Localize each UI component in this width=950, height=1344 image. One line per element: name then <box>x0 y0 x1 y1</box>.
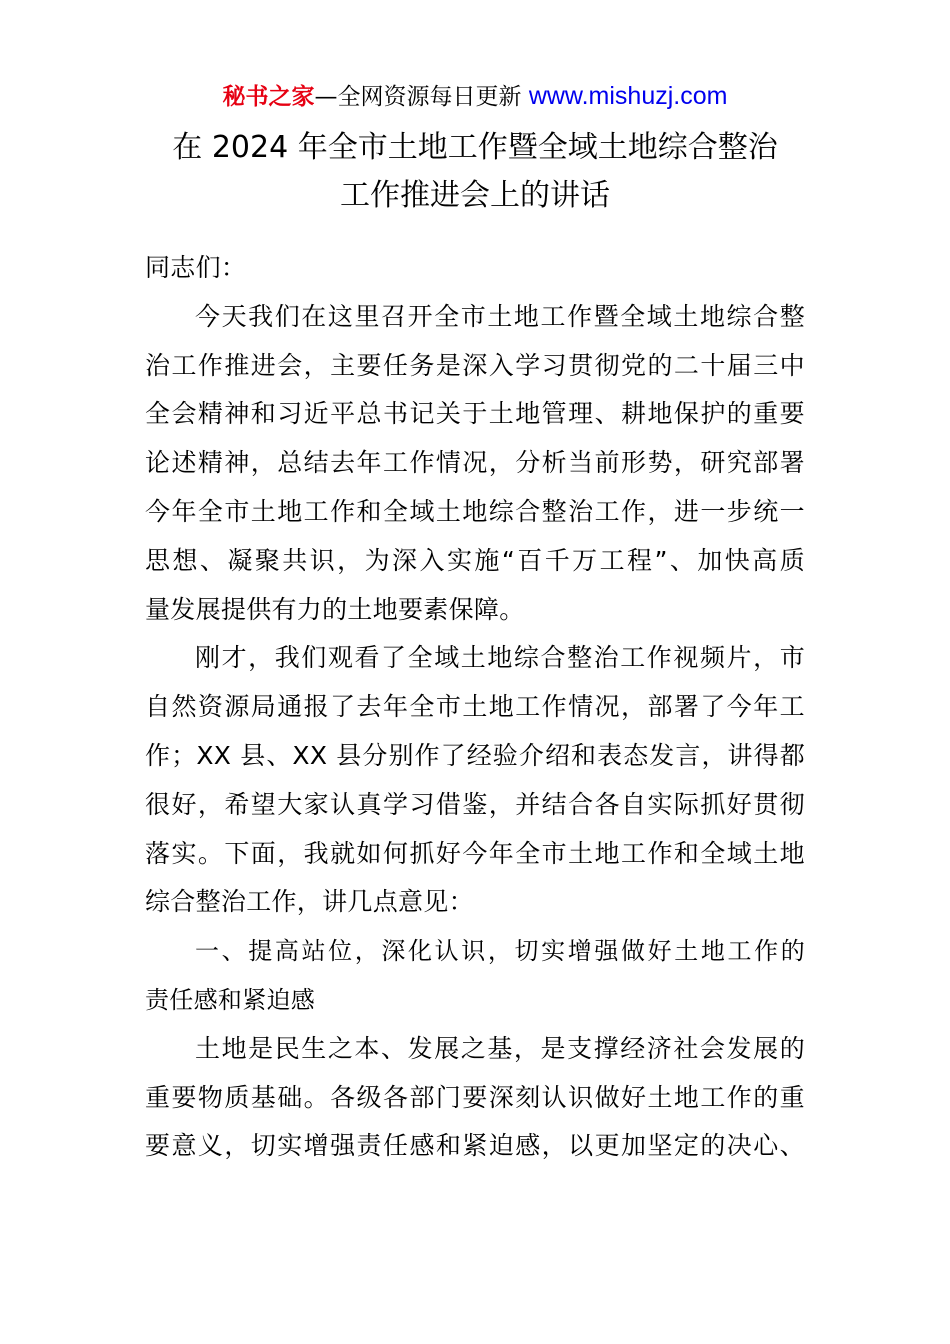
paragraph-line: 重要物质基础。各级各部门要深刻认识做好土地工作的重 <box>145 1082 805 1112</box>
paragraph-line: 落实。下面，我就如何抓好今年全市土地工作和全域土地 <box>145 838 805 868</box>
paragraph-line: 治工作推进会，主要任务是深入学习贯彻党的二十届三中 <box>145 350 805 380</box>
document-title-line-2: 工作推进会上的讲话 <box>340 178 610 213</box>
document-body <box>145 244 805 1171</box>
paragraph-line: 综合整治工作，讲几点意见： <box>145 887 474 917</box>
salutation: 同志们： <box>145 253 247 282</box>
section-heading: 一、提高站位，深化认识，切实增强做好土地工作的 <box>195 937 805 966</box>
paragraph-line: 全会精神和习近平总书记关于土地管理、耕地保护的重要 <box>145 399 805 429</box>
paragraph-line: 刚才，我们观看了全域土地综合整治工作视频片，市 <box>195 643 805 673</box>
paragraph-line: 今天我们在这里召开全市土地工作暨全域土地综合整 <box>195 301 805 331</box>
site-tagline: —全网资源每日更新 <box>314 84 522 110</box>
site-header <box>0 78 950 115</box>
document-title-line-1: 在 2024 年全市土地工作暨全域土地综合整治 <box>172 130 778 165</box>
paragraph-line: 量发展提供有力的土地要素保障。 <box>145 594 525 624</box>
paragraph-line: 土地是民生之本、发展之基，是支撑经济社会发展的 <box>195 1033 805 1063</box>
paragraph-line: 很好，希望大家认真学习借鉴，并结合各自实际抓好贯彻 <box>145 789 805 819</box>
site-url-link[interactable]: www.mishuzj.com <box>528 82 728 110</box>
paragraph-line: 作；XX 县、XX 县分别作了经验介绍和表态发言，讲得都 <box>145 740 805 770</box>
paragraph-line: 论述精神，总结去年工作情况，分析当前形势，研究部署 <box>145 448 805 478</box>
paragraph-line: 思想、凝聚共识，为深入实施“百千万工程”、加快高质 <box>145 545 805 575</box>
paragraph-line: 自然资源局通报了去年全市土地工作情况，部署了今年工 <box>145 692 805 722</box>
site-brand: 秘书之家 <box>222 84 315 110</box>
section-heading: 责任感和紧迫感 <box>145 985 316 1014</box>
paragraph-line: 要意义，切实增强责任感和紧迫感，以更加坚定的决心、 <box>145 1131 805 1161</box>
paragraph-line: 今年全市土地工作和全域土地综合整治工作，进一步统一 <box>145 496 805 526</box>
